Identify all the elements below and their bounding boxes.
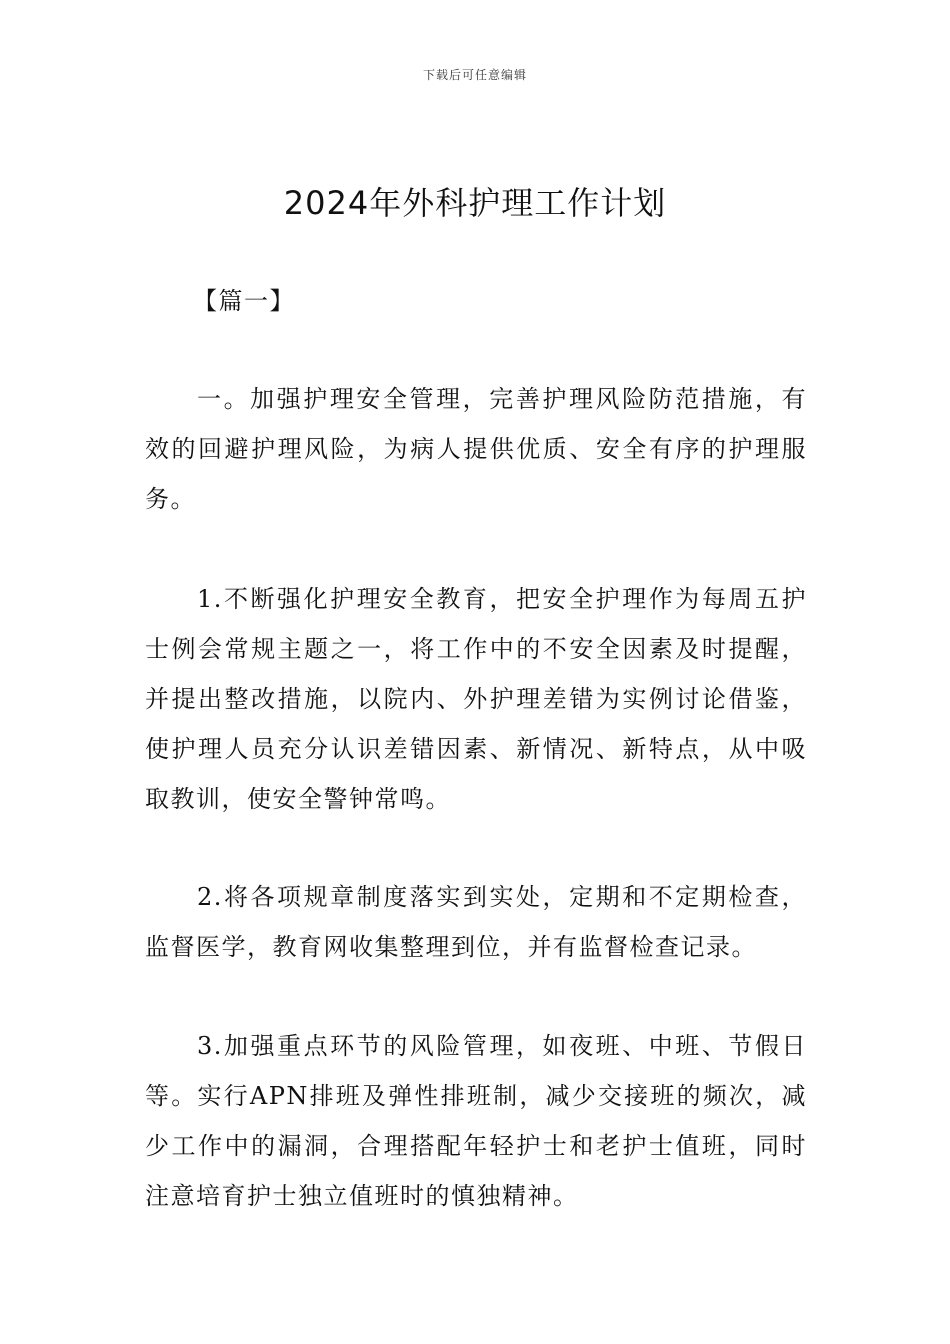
section-label: 【篇一】 [193, 287, 295, 315]
paragraph-4: 3.加强重点环节的风险管理，如夜班、中班、节假日等。实行APN排班及弹性排班制，减少交接班的频次，减少工作中的漏洞，合理搭配年轻护士和老护士值班，同时注意培育护士独立值班时的慎独精神。 [145, 1032, 807, 1210]
header-note: 下载后可任意编辑 [422, 68, 527, 82]
paragraph-1: 一。加强护理安全管理，完善护理风险防范措施，有效的回避护理风险，为病人提供优质、安全有序的护理服务。 [145, 385, 807, 513]
document-title: 2024年外科护理工作计划 [283, 184, 667, 222]
paragraph-3: 2.将各项规章制度落实到实处，定期和不定期检查，监督医学，教育网收集整理到位，并有监督检查记录。 [145, 883, 807, 961]
paragraph-2: 1.不断强化护理安全教育，把安全护理作为每周五护士例会常规主题之一，将工作中的不安全因素及时提醒，并提出整改措施，以院内、外护理差错为实例讨论借鉴，使护理人员充分认识差错因素、新情况、新特点，从中吸取教训，使安全警钟常鸣。 [145, 585, 807, 813]
